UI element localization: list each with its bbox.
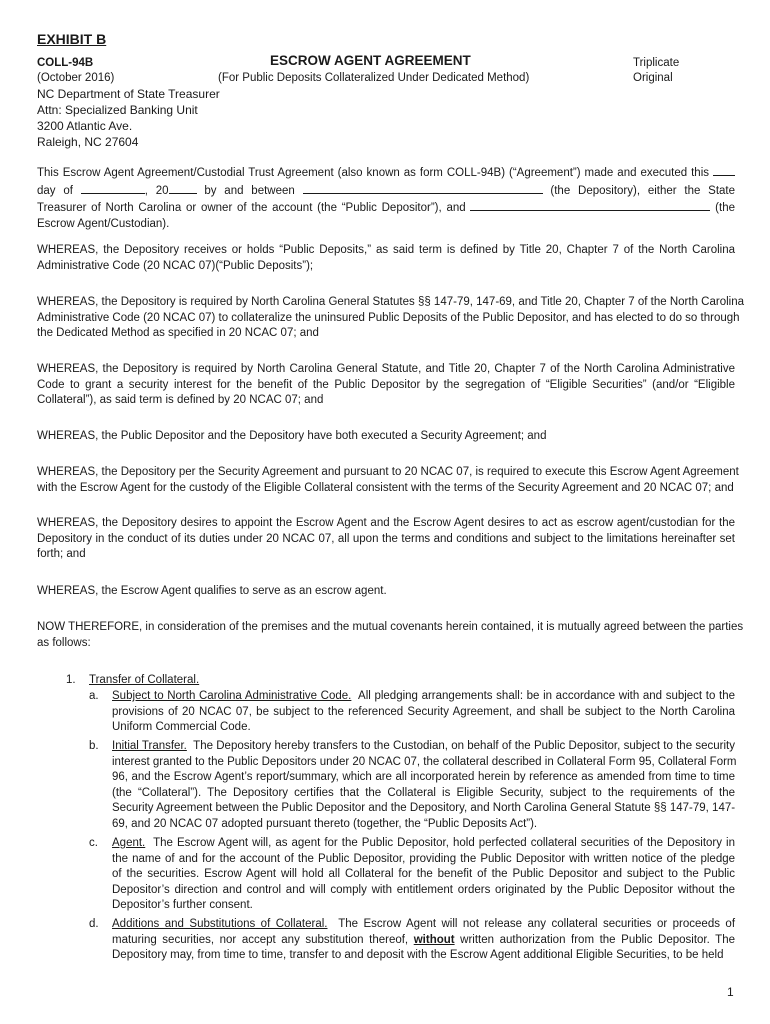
whereas-paragraph <box>37 243 735 274</box>
paragraph-line <box>112 836 735 852</box>
paragraph-line: WHEREAS, the Escrow Agent qualifies to serve as an escrow agent. <box>37 585 387 597</box>
paragraph-line: Administrative Code (20 NCAC 07)(“Public Deposits”); <box>37 259 314 272</box>
paragraph-line: WHEREAS, the Depository desires to appoint the Escrow Agent and the Escrow Agent desires to act as escrow agent/custodian for the <box>37 517 735 529</box>
intro-text: (the <box>715 202 735 215</box>
address-line: Raleigh, NC 27604 <box>37 135 139 149</box>
paragraph-line <box>112 689 735 705</box>
paragraph-line: the name of and for the account of the Public Depositor, providing the Public Depositor with written notice of the pledge <box>112 852 735 865</box>
form-code: COLL-94B <box>37 57 94 69</box>
intro-text: Treasurer of North Carolina or owner of the account (the “Public Depositor”), and <box>37 202 466 215</box>
paragraph-text: The Escrow Agent will, as agent for the Public Depositor, hold perfected collateral securities of the Depository in <box>153 837 735 849</box>
form-date: (October 2016) <box>37 72 115 84</box>
paragraph-text: The Depository hereby transfers to the Custodian, on behalf of the Public Depositor, subject to the security <box>193 740 735 752</box>
subsection-letter: b. <box>89 740 99 752</box>
subsection-c <box>112 836 735 914</box>
paragraph-line: 96, and the Escrow Agent’s report/summary, which are all incorporated herein by reference as amended from time to time <box>112 771 735 784</box>
address-line: NC Department of State Treasurer <box>37 87 220 101</box>
now-therefore-paragraph <box>37 620 744 651</box>
intro-text: by and between <box>204 184 295 197</box>
intro-text: This Escrow Agent Agreement/Custodial Trust Agreement (also known as form COLL-94B) (“Agreement”) made and executed this <box>37 167 710 179</box>
paragraph-line: Depositor’s direction and control and will comply with entitlement orders originated by the Public Depositor without the <box>112 883 735 896</box>
exhibit-label: EXHIBIT B <box>37 31 107 47</box>
paragraph-line: Collateral”), as said term is defined by 20 NCAC 07; and <box>37 394 324 407</box>
emphasis-without: without <box>413 933 455 946</box>
paragraph-line <box>112 917 735 933</box>
paragraph-line: forth; and <box>37 548 86 561</box>
intro-text: (the Depository), either the State <box>550 184 736 197</box>
paragraph-line: Depositor’s further consent. <box>112 899 253 912</box>
subsection-heading: Subject to North Carolina Administrative Code. <box>112 690 352 702</box>
day-blank[interactable] <box>713 164 735 176</box>
intro-text: day of <box>37 184 73 197</box>
intro-text: , 20 <box>144 184 169 197</box>
escrow-agent-name-blank[interactable] <box>470 199 710 211</box>
paragraph-line: WHEREAS, the Depository is required by North Carolina General Statute, and Title 20, Chapter 7 of the North Carolina Administrative <box>37 363 735 375</box>
subsection-letter: d. <box>89 918 99 930</box>
whereas-paragraph <box>37 362 735 409</box>
subsection-letter: a. <box>89 690 99 702</box>
paragraph-line: (the “Collateral”). The Depository certifies that the Collateral is Eligible Security, subject to the requirements of the <box>112 786 735 799</box>
paragraph-text: All pledging arrangements shall: be in accordance with and subject to the <box>358 690 735 702</box>
address-line: 3200 Atlantic Ave. <box>37 119 133 133</box>
subsection-heading: Additions and Substitutions of Collateral. <box>112 918 328 930</box>
month-blank[interactable] <box>81 182 145 194</box>
paragraph-line <box>112 933 735 949</box>
paragraph-line: the Dedicated Method as specified in 20 NCAC 07; and <box>37 327 319 340</box>
paragraph-line: provisions of 20 NCAC 07, be subject to the referenced Security Agreement, and shall be subject to the North Carolina <box>112 705 735 718</box>
intro-line-1 <box>37 164 735 182</box>
year-blank[interactable] <box>169 182 197 194</box>
copy-label-original: Original <box>633 72 673 84</box>
paragraph-line: WHEREAS, the Public Depositor and the Depository have both executed a Security Agreement; and <box>37 430 547 442</box>
subsection-heading: Agent. <box>112 837 146 849</box>
intro-line-4: Escrow Agent/Custodian). <box>37 217 170 230</box>
whereas-paragraph <box>37 584 735 600</box>
intro-line-2 <box>37 182 735 200</box>
whereas-paragraph <box>37 516 735 563</box>
paragraph-line: Administrative Code (20 NCAC 07) to collateralize the uninsured Public Deposits of the Public Depositor, and has elected to do so through <box>37 311 740 324</box>
document-title: ESCROW AGENT AGREEMENT <box>270 53 471 68</box>
whereas-paragraph <box>37 295 744 342</box>
paragraph-line: Depository in the conduct of its duties under 20 NCAC 07, all upon the terms and conditions and subject to the limitations hereinafter set <box>37 532 735 545</box>
paragraph-line: 69, and 20 NCAC 07 adopted pursuant thereto (together, the “Public Deposits Act”). <box>112 817 538 830</box>
paragraph-line: NOW THEREFORE, in consideration of the premises and the mutual covenants herein contained, it is mutually agreed between the parties <box>37 621 744 633</box>
subsection-b <box>112 739 735 833</box>
intro-line-3 <box>37 199 735 217</box>
subsection-a <box>112 689 735 736</box>
paragraph-line: Code to grant a security interest for the benefit of the Public Depositor by the segregation of “Eligible Securities” (and/or “Eligible <box>37 378 735 391</box>
whereas-paragraph <box>37 429 735 445</box>
address-line: Attn: Specialized Banking Unit <box>37 103 198 117</box>
paragraph-line: as follows: <box>37 636 91 649</box>
whereas-paragraph <box>37 465 739 496</box>
intro-paragraph <box>37 164 735 232</box>
paragraph-line: of the securities. Escrow Agent will hold all Collateral for the benefit of the Public Depositor and subject to the Public <box>112 868 735 881</box>
subsection-heading: Initial Transfer. <box>112 740 187 752</box>
section-title: Transfer of Collateral. <box>89 674 200 686</box>
paragraph-text: The Escrow Agent will not release any collateral securities or proceeds of <box>338 918 736 930</box>
paragraph-line: interest granted to the Public Depositors under 20 NCAC 07, the collateral described in Collateral Form 95, Collateral Form <box>112 755 737 768</box>
paragraph-line: WHEREAS, the Depository receives or holds “Public Deposits,” as said term is defined by Title 20, Chapter 7 of the North Carolina <box>37 244 735 256</box>
paragraph-line: WHEREAS, the Depository is required by North Carolina General Statutes §§ 147-79, 147-69, and Title 20, Chapter 7 of the North Carolina <box>37 296 744 308</box>
copy-label-triplicate: Triplicate <box>633 57 680 69</box>
paragraph-line: with the Escrow Agent for the custody of the Eligible Collateral consistent with the terms of the Security Agreement and 20 NCAC 07; and <box>37 481 734 494</box>
section-number: 1. <box>66 674 76 686</box>
depository-name-blank[interactable] <box>303 182 543 194</box>
paragraph-line: Depository may, from time to time, transfer to and deposit with the Escrow Agent additional Eligible Securities, to be held <box>112 949 724 962</box>
subsection-letter: c. <box>89 837 98 849</box>
page-number: 1 <box>727 985 734 999</box>
paragraph-line <box>112 739 735 755</box>
paragraph-text: written authorization from the Public Depositor. The <box>460 933 735 946</box>
paragraph-line: WHEREAS, the Depository per the Security Agreement and pursuant to 20 NCAC 07, is required to execute this Escrow Agent Agreement <box>37 466 739 478</box>
subsection-d <box>112 917 735 964</box>
paragraph-text: maturing securities, nor accept any substitution thereof, <box>112 933 409 946</box>
document-subtitle: (For Public Deposits Collateralized Under Dedicated Method) <box>218 72 530 84</box>
paragraph-line: Uniform Commercial Code. <box>112 721 251 734</box>
paragraph-line: Security Agreement between the Public Depositor and the Depository, and North Carolina General Statute §§ 147-79, 147- <box>112 802 736 815</box>
